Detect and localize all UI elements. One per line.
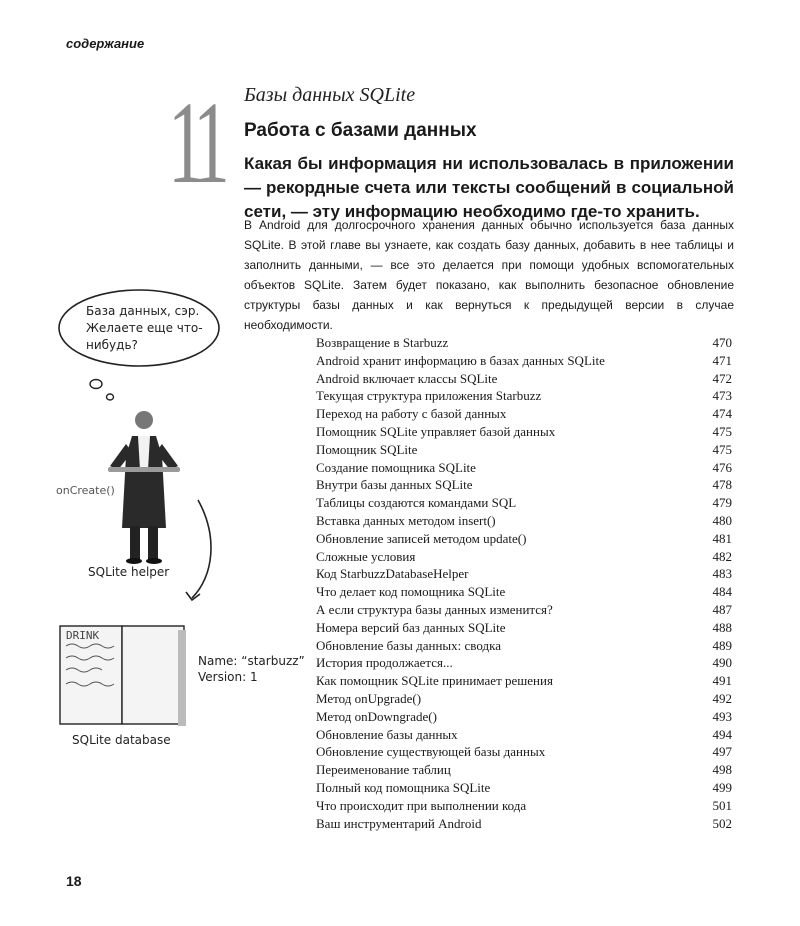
toc-entry-page: 483 bbox=[712, 566, 732, 582]
toc-entry-title: Как помощник SQLite принимает решения bbox=[316, 673, 553, 689]
toc-entry[interactable] bbox=[316, 601, 732, 619]
toc-entry-page: 472 bbox=[712, 370, 732, 386]
toc-entry-page: 493 bbox=[712, 708, 732, 724]
toc-entry-page: 490 bbox=[712, 655, 732, 671]
toc-entry[interactable] bbox=[316, 565, 732, 583]
toc-entry-page: 494 bbox=[712, 726, 732, 742]
toc-entry-page: 481 bbox=[712, 530, 732, 546]
thought-bubble-tail bbox=[84, 378, 124, 408]
toc-entry[interactable] bbox=[316, 779, 732, 797]
toc-entry-page: 475 bbox=[712, 423, 732, 439]
toc-entry[interactable] bbox=[316, 370, 732, 388]
toc-entry[interactable] bbox=[316, 672, 732, 690]
toc-entry[interactable] bbox=[316, 708, 732, 726]
toc-entry-page: 488 bbox=[712, 619, 732, 635]
toc-entry-title: Вставка данных методом insert() bbox=[316, 512, 496, 528]
toc-entry-title: Метод onUpgrade() bbox=[316, 690, 422, 706]
toc-entry[interactable] bbox=[316, 690, 732, 708]
toc-entry-page: 474 bbox=[712, 406, 732, 422]
toc-entry-page: 475 bbox=[712, 441, 732, 457]
toc-entry-title: Возвращение в Starbuzz bbox=[316, 335, 449, 350]
toc-entry-page: 478 bbox=[712, 477, 732, 493]
chapter-number: 11 bbox=[168, 77, 222, 208]
toc-entry-page: 492 bbox=[712, 690, 732, 706]
toc-entry[interactable] bbox=[316, 797, 732, 815]
toc-entry-page: 473 bbox=[712, 388, 732, 404]
toc-entry-title: Обновление базы данных: сводка bbox=[316, 637, 501, 653]
toc-entry-title: Внутри базы данных SQLite bbox=[316, 477, 473, 493]
toc-entry-page: 489 bbox=[712, 637, 732, 653]
toc-entry-page: 476 bbox=[712, 459, 732, 475]
toc-entry-title: Метод onDowngrade() bbox=[316, 708, 437, 724]
toc-entry[interactable] bbox=[316, 637, 732, 655]
toc-list bbox=[316, 334, 732, 832]
toc-entry[interactable] bbox=[316, 352, 732, 370]
toc-entry[interactable] bbox=[316, 761, 732, 779]
toc-entry-page: 501 bbox=[712, 797, 732, 813]
toc-entry-page: 487 bbox=[712, 601, 732, 617]
toc-entry-title: Полный код помощника SQLite bbox=[316, 779, 491, 795]
toc-entry[interactable] bbox=[316, 459, 732, 477]
toc-entry[interactable] bbox=[316, 423, 732, 441]
toc-entry[interactable] bbox=[316, 512, 732, 530]
toc-entry[interactable] bbox=[316, 494, 732, 512]
db-version-label: Version: 1 bbox=[198, 670, 258, 684]
toc-entry-title: Текущая структура приложения Starbuzz bbox=[316, 388, 542, 404]
toc-entry[interactable] bbox=[316, 726, 732, 744]
toc-entry[interactable] bbox=[316, 654, 732, 672]
toc-entry[interactable] bbox=[316, 743, 732, 761]
toc-entry[interactable] bbox=[316, 583, 732, 601]
toc-entry-title: Код StarbuzzDatabaseHelper bbox=[316, 566, 469, 582]
toc-entry[interactable] bbox=[316, 334, 732, 352]
toc-entry-page: 479 bbox=[712, 495, 732, 511]
sqlite-helper-label: SQLite helper bbox=[88, 565, 170, 579]
chapter-lead: Какая бы информация ни использовалась в приложении — рекордные счета или тексты сообщений в социальной сети, — эту информацию необходимо где-то хранить. bbox=[244, 154, 734, 221]
toc-entry-title: Обновление записей методом update() bbox=[316, 530, 527, 546]
chapter-title: Работа с базами данных bbox=[244, 120, 477, 141]
toc-entry-title: Создание помощника SQLite bbox=[316, 459, 476, 475]
toc-entry-title: Переход на работу с базой данных bbox=[316, 406, 507, 422]
running-head: содержание bbox=[66, 36, 145, 51]
toc-entry-page: 471 bbox=[712, 352, 732, 368]
toc-entry-title: Сложные условия bbox=[316, 548, 416, 564]
toc-entry-title: Таблицы создаются командами SQL bbox=[316, 495, 517, 511]
toc-entry-title: Ваш инструментарий Android bbox=[316, 815, 482, 831]
toc-entry-page: 484 bbox=[712, 584, 732, 600]
toc-entry-title: Android включает классы SQLite bbox=[316, 370, 498, 386]
toc-entry-title: Обновление базы данных bbox=[316, 726, 458, 742]
toc-entry-page: 499 bbox=[712, 779, 732, 795]
toc-entry-title: А если структура базы данных изменится? bbox=[316, 601, 553, 617]
toc-entry-title: Переименование таблиц bbox=[316, 762, 451, 778]
book-heading: DRINK bbox=[66, 629, 100, 642]
toc-entry[interactable] bbox=[316, 619, 732, 637]
bubble-text: База данных, сэр. Желаете еще что-нибудь? bbox=[86, 304, 203, 352]
toc-entry-page: 502 bbox=[712, 815, 732, 831]
toc-entry-title: История продолжается... bbox=[316, 655, 453, 671]
butler-illustration bbox=[104, 408, 184, 566]
chapter-body: В Android для долгосрочного хранения данных обычно используется база данных SQLite. В этой главе вы узнаете, как создать базу данных, добавить в нее таблицы и заполнить данными, — все это делается при помощи удобных вспомогательных объектов SQLite. Затем будет показано, как выполнить безопасное обновление структуры базы данных и как вернуться к предыдущей версии в случае необходимости. bbox=[244, 218, 734, 332]
toc-entry-title: Помощник SQLite bbox=[316, 441, 418, 457]
toc-entry-page: 491 bbox=[712, 673, 732, 689]
toc-entry-title: Что происходит при выполнении кода bbox=[316, 797, 527, 813]
toc-entry-page: 480 bbox=[712, 512, 732, 528]
toc-entry-title: Номера версий баз данных SQLite bbox=[316, 619, 506, 635]
toc-entry[interactable] bbox=[316, 405, 732, 423]
toc-entry[interactable] bbox=[316, 387, 732, 405]
toc-entry[interactable] bbox=[316, 476, 732, 494]
page-number: 18 bbox=[66, 873, 82, 889]
toc-entry[interactable] bbox=[316, 441, 732, 459]
toc-entry-page: 470 bbox=[712, 335, 732, 350]
toc-entry[interactable] bbox=[316, 530, 732, 548]
toc-entry-page: 498 bbox=[712, 762, 732, 778]
toc-entry-title: Помощник SQLite управляет базой данных bbox=[316, 423, 556, 439]
toc-entry-title: Обновление существующей базы данных bbox=[316, 744, 546, 760]
toc-entry[interactable] bbox=[316, 815, 732, 833]
toc-entry[interactable] bbox=[316, 548, 732, 566]
arrow-icon bbox=[180, 496, 220, 608]
chapter-label: Базы данных SQLite bbox=[244, 84, 416, 106]
toc-entry-title: Что делает код помощника SQLite bbox=[316, 584, 506, 600]
oncreate-label: onCreate() bbox=[56, 484, 115, 497]
toc-entry-page: 482 bbox=[712, 548, 732, 564]
sqlite-database-label: SQLite database bbox=[72, 733, 171, 747]
toc-entry-title: Android хранит информацию в базах данных SQLite bbox=[316, 352, 605, 368]
toc-entry-page: 497 bbox=[712, 744, 732, 760]
db-name-label: Name: “starbuzz” bbox=[198, 654, 305, 668]
